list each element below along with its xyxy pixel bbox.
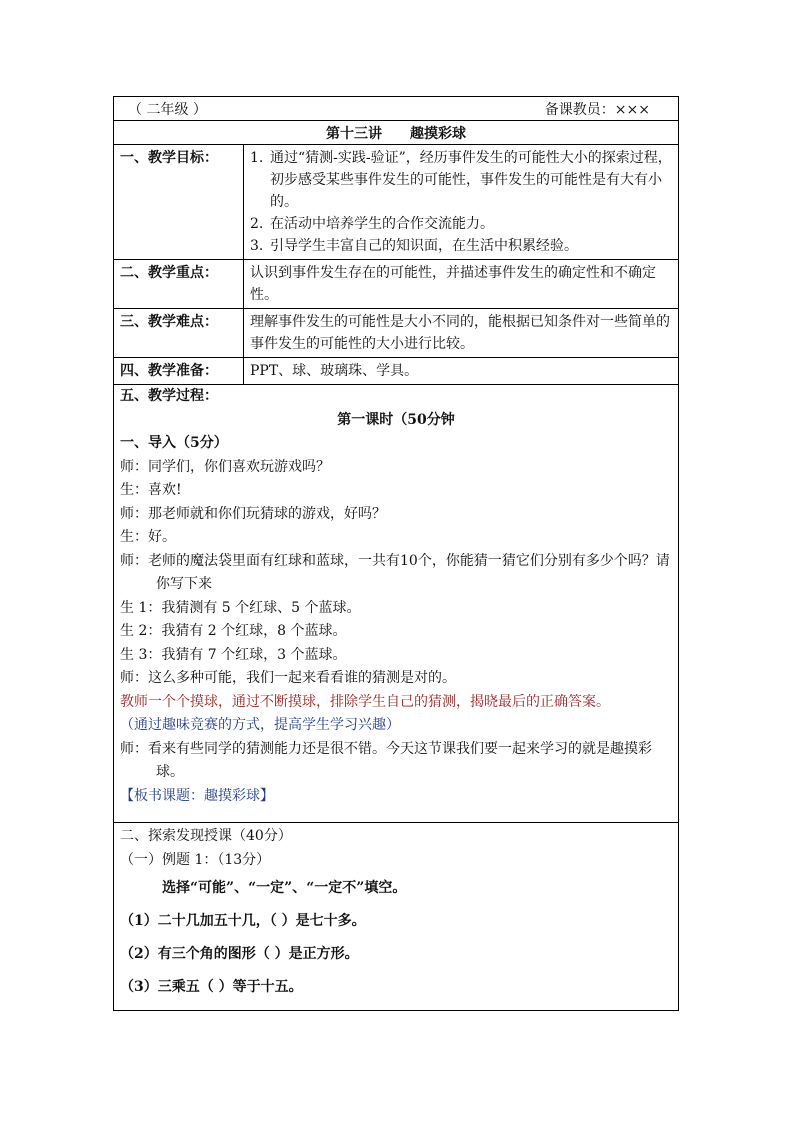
grade-label: （ 二年级 ） <box>128 101 207 118</box>
preparation-text: PPT、球、玻璃珠、学具。 <box>250 363 419 379</box>
key-points-text: 认识到事件发生存在的可能性，并描述事件发生的确定性和不确定性。 <box>250 265 656 303</box>
objectives-content <box>244 145 678 259</box>
objective-text: 在活动中培养学生的合作交流能力。 <box>270 216 494 232</box>
objective-item <box>250 213 672 235</box>
intro-text: 一、导入（5分） <box>120 435 228 451</box>
example-heading: （一）例题 1：（13分） <box>120 851 271 868</box>
preparation-label: 四、教学准备： <box>114 358 244 384</box>
explore-row <box>113 822 679 1011</box>
instruction-text: 选择“可能”、“一定”、“一定不”填空。 <box>162 880 407 896</box>
lesson-heading: 第一课时（50分钟 <box>337 411 455 428</box>
objectives-row <box>113 144 679 259</box>
difficulties-label: 三、教学难点： <box>114 309 244 357</box>
dialogue-line: 生：喜欢! <box>120 482 182 498</box>
dialogue-line: 师：老师的魔法袋里面有红球和蓝球，一共有10个，你能猜一猜它们分别有多少个吗？请你写下来 <box>120 552 670 592</box>
dialogue-line: 生 1：我猜测有 5 个红球、5 个蓝球。 <box>120 599 361 616</box>
explore-content <box>114 823 678 1010</box>
lesson-plan-table <box>113 96 679 1011</box>
difficulties-text: 理解事件发生的可能性是大小不同的，能根据已知条件对一些简单的事件发生的可能性的大小进行比较。 <box>250 314 670 352</box>
objective-num: 1. <box>250 150 264 166</box>
header-row <box>113 96 679 120</box>
dialogue-line: 生：好。 <box>120 529 176 545</box>
objective-text: 通过“猜测-实践-验证”，经历事件发生的可能性大小的探索过程，初步感受某些事件发生的可能性，事件发生的可能性是有大有小的。 <box>270 150 672 210</box>
process-label: 五、教学过程： <box>120 388 218 404</box>
explore-title: 二、探索发现授课（40分） <box>120 828 292 844</box>
objective-item <box>250 235 672 257</box>
closing-line: 师：看来有些同学的猜测能力还是很不错。今天这节课我们要一起来学习的就是趣摸彩球。 <box>120 740 652 780</box>
lecture-topic: 趣摸彩球 <box>410 125 466 142</box>
key-points-label: 二、教学重点： <box>114 260 244 308</box>
objective-num: 3. <box>250 238 264 254</box>
preparation-row <box>113 357 679 384</box>
board-title: 【板书课题：趣摸彩球】 <box>120 787 274 804</box>
method-note: （通过趣味竞赛的方式，提高学生学习兴趣） <box>120 717 400 733</box>
key-points-row <box>113 259 679 308</box>
teacher-action-note: 教师一个个摸球，通过不断摸球，排除学生自己的猜测，揭晓最后的正确答案。 <box>120 693 610 710</box>
dialogue-line: 师：那老师就和你们玩猜球的游戏，好吗？ <box>120 505 386 522</box>
process-content <box>114 385 678 822</box>
teacher-label: 备课教员：××× <box>544 101 650 118</box>
dialogue-line: 师：同学们，你们喜欢玩游戏吗？ <box>120 458 330 475</box>
difficulties-row <box>113 308 679 357</box>
process-row <box>113 384 679 822</box>
dialogue-line: 生 3：我猜有 7 个红球，3 个蓝球。 <box>120 646 347 663</box>
question-item: （3）三乘五（ ）等于十五。 <box>120 979 303 995</box>
title-row <box>113 120 679 144</box>
question-item: （1）二十几加五十几，（ ）是七十多。 <box>120 913 366 929</box>
intro-heading <box>120 432 672 456</box>
objective-item <box>250 147 672 213</box>
dialogue-line: 师：这么多种可能，我们一起来看看谁的猜测是对的。 <box>120 670 456 686</box>
objectives-label: 一、教学目标： <box>114 145 244 259</box>
dialogue-line: 生 2：我猜有 2 个红球，8 个蓝球。 <box>120 623 347 639</box>
question-item: （2）有三个角的图形（ ）是正方形。 <box>120 946 359 962</box>
lecture-number: 第十三讲 <box>326 125 382 142</box>
spacer <box>120 808 672 822</box>
objective-text: 引导学生丰富自己的知识面，在生活中积累经验。 <box>270 238 578 254</box>
objective-num: 2. <box>250 216 264 232</box>
